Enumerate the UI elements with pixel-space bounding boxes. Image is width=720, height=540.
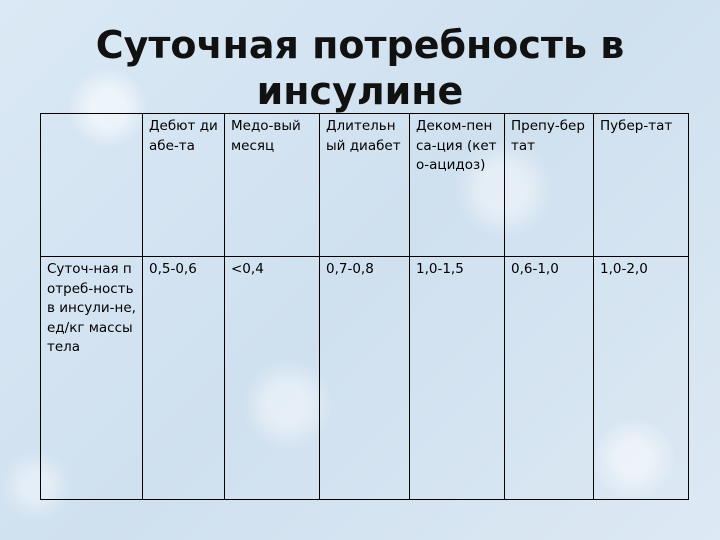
value-prepuberty: 0,6-1,0 [505, 257, 594, 500]
header-debut: Дебют диабе-та [143, 114, 225, 257]
value-puberty: 1,0-2,0 [594, 257, 689, 500]
header-puberty: Пубер-тат [594, 114, 689, 257]
slide-title [0, 22, 720, 114]
header-honeymoon: Медо-вый месяц [225, 114, 320, 257]
header-decompensation: Деком-пенса-ция (кето-ацидоз) [410, 114, 505, 257]
slide-title-line-2: инсулине [256, 69, 464, 113]
table-corner-cell [41, 114, 143, 257]
row-label-daily-requirement: Суточ-ная потреб-ность в инсули-не, ед/кг массы тела [41, 257, 143, 500]
value-decompensation: 1,0-1,5 [410, 257, 505, 500]
value-long-term-diabetes: 0,7-0,8 [320, 257, 410, 500]
insulin-requirement-table [40, 113, 689, 500]
value-debut: 0,5-0,6 [143, 257, 225, 500]
header-long-term-diabetes: Длительный диабет [320, 114, 410, 257]
table-row [41, 257, 689, 500]
value-honeymoon: <0,4 [225, 257, 320, 500]
slide-title-line-1: Суточная потребность в [95, 23, 625, 67]
header-prepuberty: Препу-бертат [505, 114, 594, 257]
table-header-row [41, 114, 689, 257]
